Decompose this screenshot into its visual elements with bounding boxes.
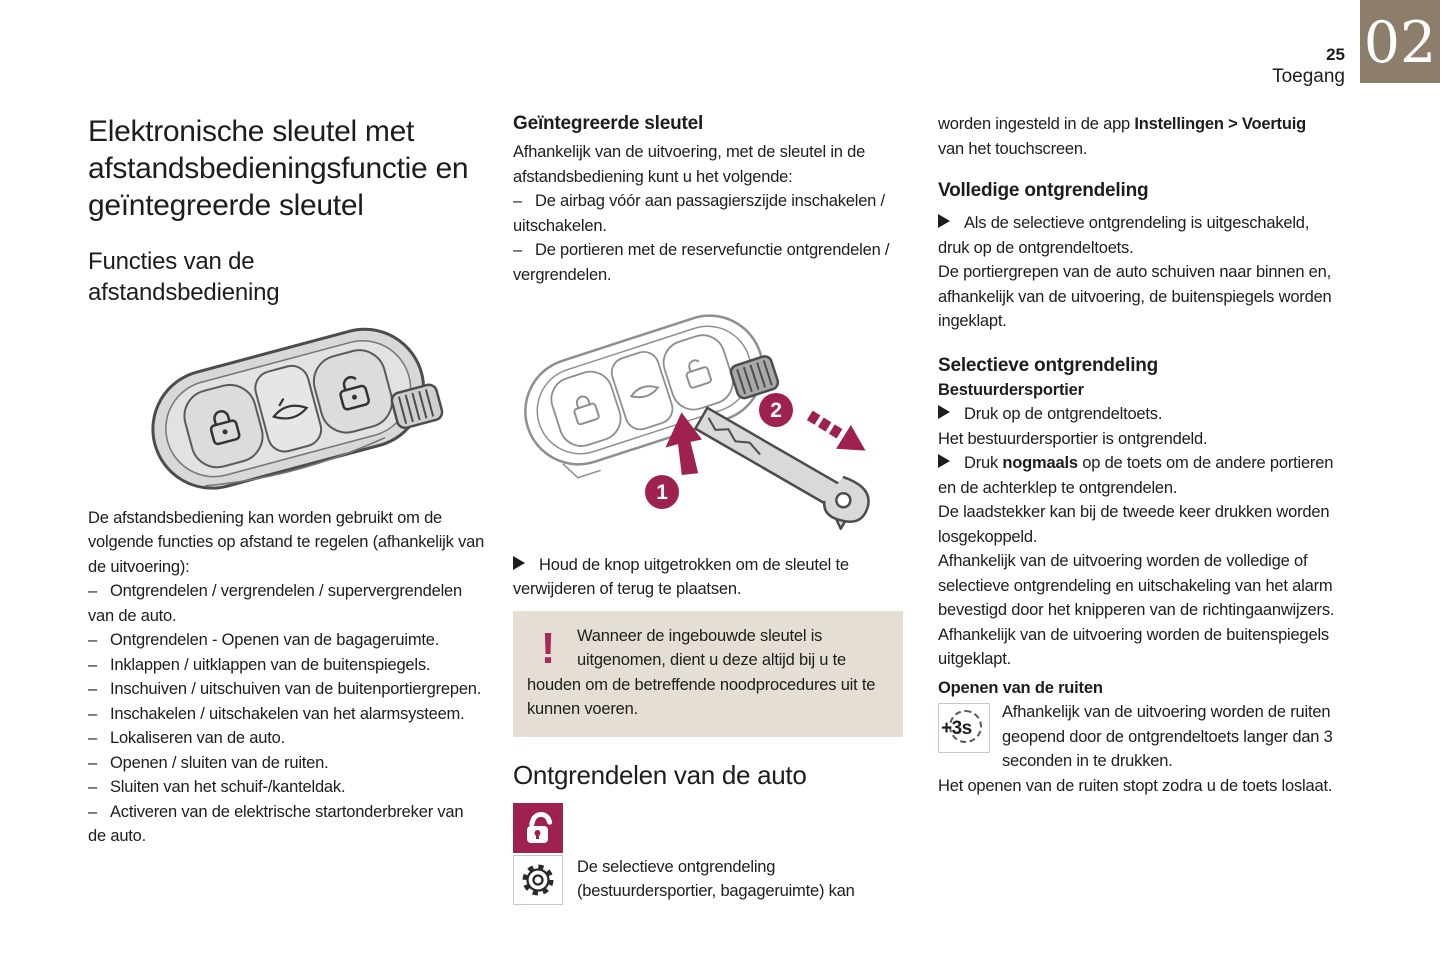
remote-key-illustration bbox=[88, 316, 485, 502]
list-item: – Sluiten van het schuif-/kanteldak. bbox=[88, 778, 346, 796]
paragraph: Afhankelijk van de uitvoering worden de volledige of selectieve ontgrendeling en uitschakeling van het alarm bevestigd door het knipperen van de richtingaanwijzers. bbox=[938, 552, 1335, 619]
warning-text: Wanneer de ingebouwde sleutel is uitgenomen, dient u deze altijd bij u te houden om de betreffende noodprocedures uit te kunnen voeren. bbox=[527, 626, 876, 718]
step: Houd de knop uitgetrokken om de sleutel te verwijderen of terug te plaatsen. bbox=[513, 555, 849, 598]
heading-opening-windows: Openen van de ruiten bbox=[938, 678, 1103, 697]
list-item: – Ontgrendelen / vergrendelen / supervergrendelen van de auto. bbox=[88, 582, 462, 625]
subsection-title-remote-functions: Functies van de afstandsbediening bbox=[88, 248, 280, 306]
folio bbox=[1272, 45, 1345, 88]
column-left bbox=[88, 112, 485, 849]
arrow-bullet bbox=[938, 214, 950, 228]
column-middle bbox=[513, 112, 903, 905]
section-name: Toegang bbox=[1272, 66, 1345, 87]
unlock-settings-block bbox=[513, 803, 903, 905]
integrated-key-intro: Afhankelijk van de uitvoering, met de sleutel in de afstandsbediening kunt u het volgende: bbox=[513, 143, 866, 186]
paragraph: Het openen van de ruiten stopt zodra u de toets loslaat. bbox=[938, 776, 1333, 795]
paragraph: Afhankelijk van de uitvoering worden de ruiten geopend door de ontgrendeltoets langer dan 3 seconden in te drukken. bbox=[1002, 703, 1333, 770]
list-item: – Lokaliseren van de auto. bbox=[88, 729, 285, 747]
callout-1: 1 bbox=[656, 481, 668, 504]
key-blade-removal-illustration bbox=[513, 295, 903, 553]
list-item: – De portieren met de reservefunctie ontgrendelen / vergrendelen. bbox=[513, 241, 890, 284]
list-item: – Openen / sluiten van de ruiten. bbox=[88, 753, 329, 772]
list-item: – De airbag vóór aan passagierszijde inschakelen / uitschakelen. bbox=[513, 192, 885, 235]
warning-note bbox=[513, 611, 903, 737]
paragraph: Afhankelijk van de uitvoering worden de buitenspiegels uitgeklapt. bbox=[938, 625, 1329, 668]
arrow-bullet bbox=[938, 454, 950, 468]
step: Druk nogmaals op de toets om de andere portieren en de achterklep te ontgrendelen. bbox=[938, 454, 1334, 497]
chapter-badge: 02 bbox=[1360, 0, 1440, 83]
arrow-bullet bbox=[513, 556, 525, 570]
list-item: – Activeren van de elektrische startonderbreker van de auto. bbox=[88, 802, 464, 845]
windows-block bbox=[938, 700, 1336, 798]
paragraph: Het bestuurdersportier is ontgrendeld. bbox=[938, 429, 1208, 448]
step: Druk op de ontgrendeltoets. bbox=[938, 402, 1336, 427]
settings-gear-icon bbox=[513, 855, 563, 905]
arrow-bullet bbox=[938, 405, 950, 419]
list-item: – Inschuiven / uitschuiven van de buitenportiergrepen. bbox=[88, 680, 482, 698]
paragraph: De laadstekker kan bij de tweede keer drukken worden losgekoppeld. bbox=[938, 503, 1330, 546]
settings-app-paragraph: worden ingesteld in de app Instellingen > Voertuig van het touchscreen. bbox=[938, 115, 1306, 158]
list-item: – Inschakelen / uitschakelen van het alarmsysteem. bbox=[88, 704, 465, 723]
heading-full-unlocking: Volledige ontgrendeling bbox=[938, 180, 1149, 201]
list-item: – Inklappen / uitklappen van de buitenspiegels. bbox=[88, 655, 431, 674]
list-item: – Ontgrendelen - Openen van de bagageruimte. bbox=[88, 631, 440, 649]
warning-icon: ! bbox=[540, 623, 556, 673]
paragraph: De portiergrepen van de auto schuiven naar binnen en, afhankelijk van de uitvoering, de buitenspiegels worden ingeklapt. bbox=[938, 263, 1332, 330]
remote-intro: De afstandsbediening kan worden gebruikt om de volgende functies op afstand te regelen (afhankelijk van de uitvoering): bbox=[88, 508, 485, 576]
heading-integrated-key: Geïntegreerde sleutel bbox=[513, 113, 704, 134]
selective-unlock-text: De selectieve ontgrendeling (bestuurdersportier, bagageruimte) kan bbox=[577, 857, 855, 900]
page-number: 25 bbox=[1326, 45, 1345, 64]
callout-2: 2 bbox=[770, 399, 782, 422]
heading-selective-unlocking: Selectieve ontgrendeling bbox=[938, 354, 1159, 376]
step: Als de selectieve ontgrendeling is uitgeschakeld, druk op de ontgrendeltoets. bbox=[938, 214, 1310, 257]
hold-3-seconds-icon: +3s bbox=[938, 703, 990, 753]
page-title: Elektronische sleutel met afstandsbedieningsfunctie en geïntegreerde sleutel bbox=[88, 115, 469, 222]
heading-driver-door: Bestuurdersportier bbox=[938, 380, 1084, 399]
column-right bbox=[938, 112, 1336, 798]
unlock-icon bbox=[513, 803, 563, 853]
heading-unlocking-the-car: Ontgrendelen van de auto bbox=[513, 759, 807, 790]
